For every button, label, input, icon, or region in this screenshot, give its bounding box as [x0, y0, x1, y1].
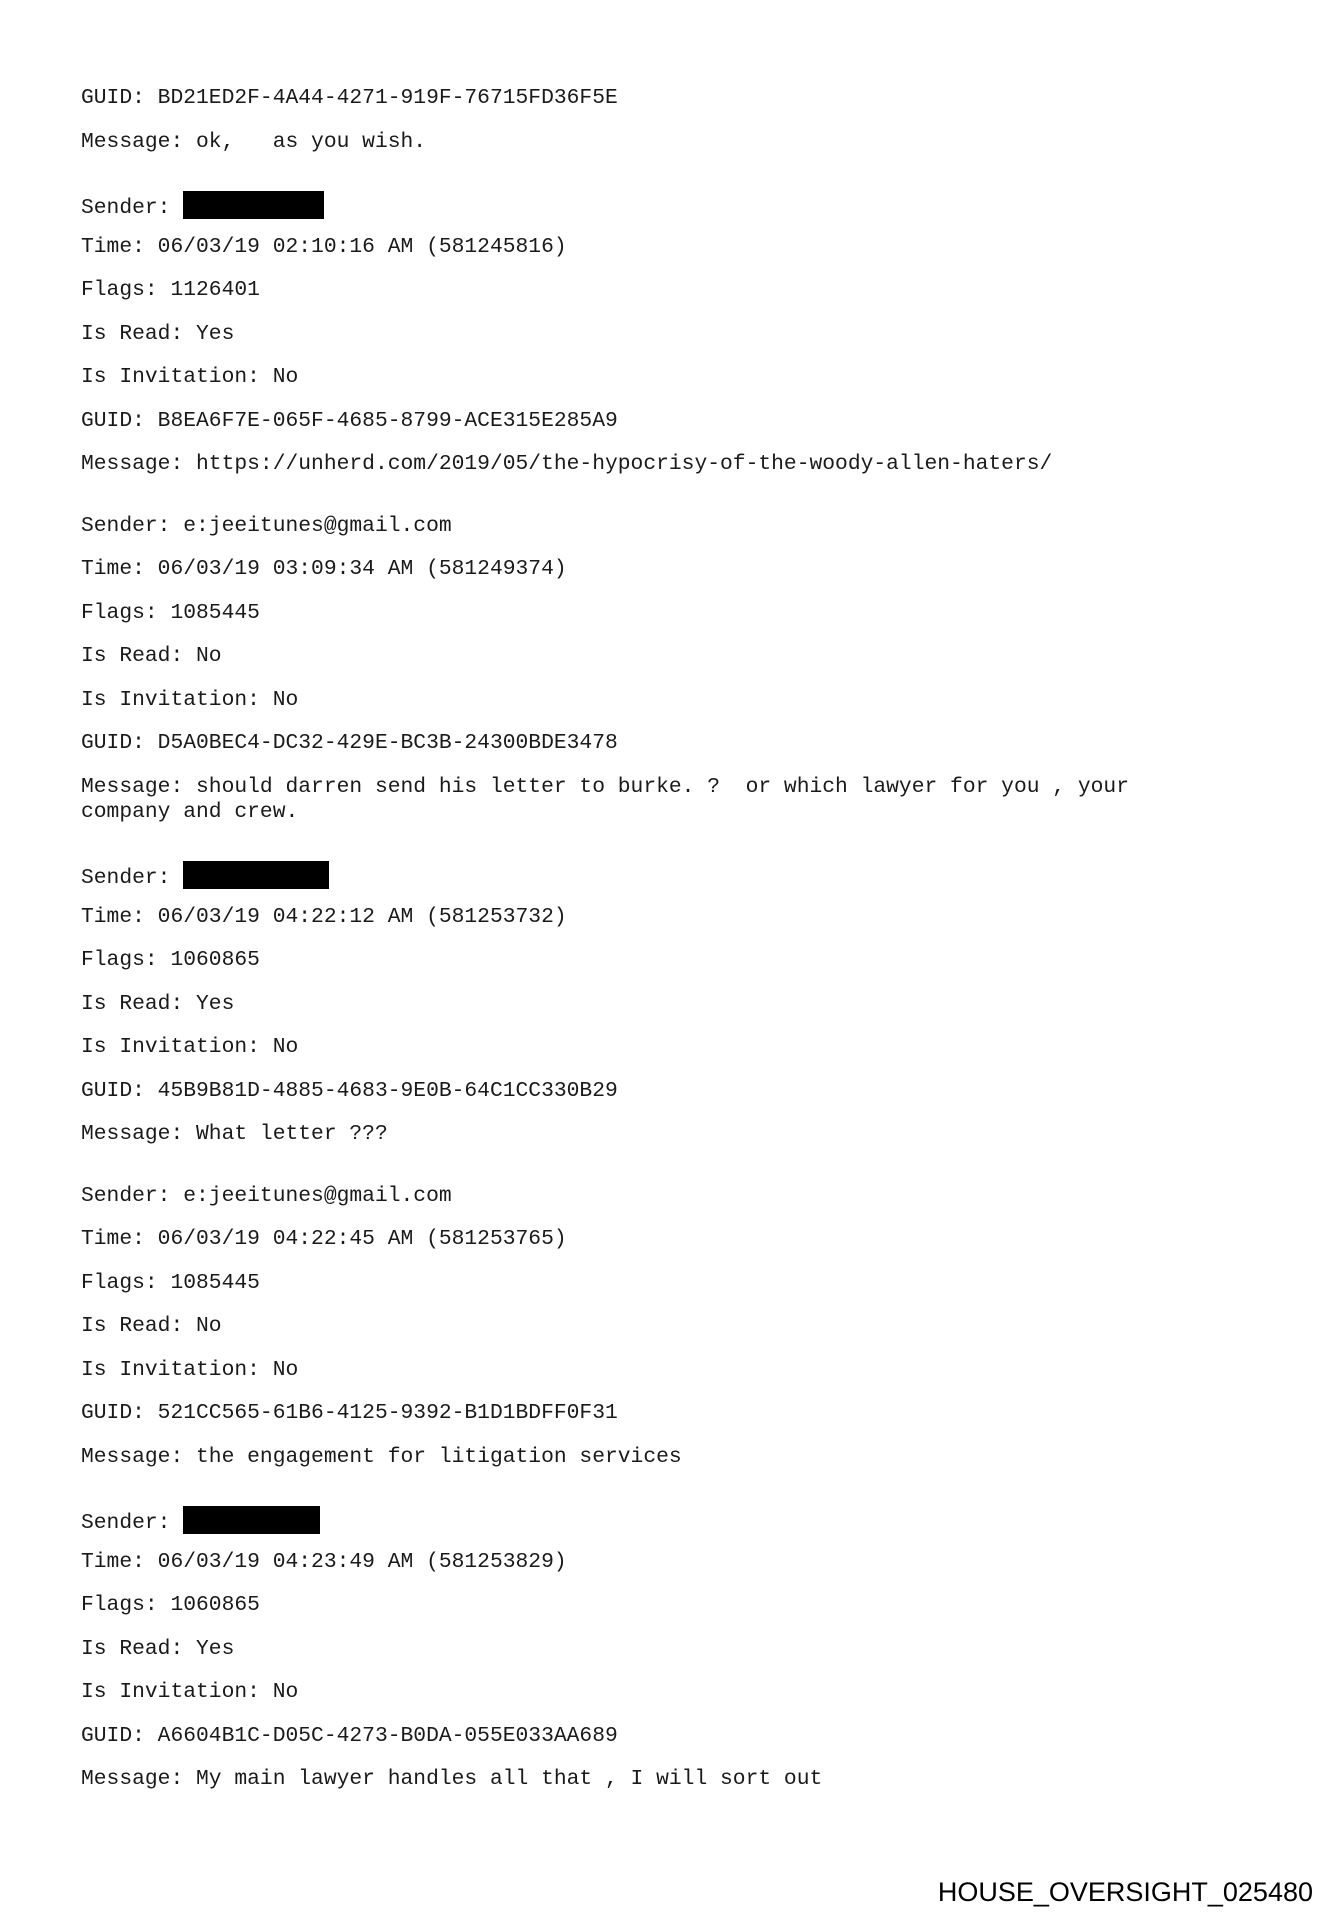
sender-line	[81, 861, 1261, 890]
time-line: Time: 06/03/19 03:09:34 AM (581249374)	[81, 557, 567, 581]
redaction-box	[183, 191, 324, 219]
message-line: Message: https://unherd.com/2019/05/the-hypocrisy-of-the-woody-allen-haters/	[81, 452, 1053, 476]
guid-line: GUID: B8EA6F7E-065F-4685-8799-ACE315E285A9	[81, 408, 618, 433]
time-line: Time: 06/03/19 04:23:49 AM (581253829)	[81, 1549, 567, 1574]
sender-label: Sender:	[81, 196, 184, 220]
sender-label: Sender:	[81, 866, 184, 890]
is-invitation-line: Is Invitation: No	[81, 687, 299, 712]
entry-spacer	[81, 1488, 1261, 1506]
message-line: Message: My main lawyer handles all that , I will sort out	[81, 1767, 823, 1791]
message-log	[81, 86, 1261, 1811]
is-read-line: Is Read: Yes	[81, 321, 235, 346]
guid-line: GUID: 521CC565-61B6-4125-9392-B1D1BDFF0F31	[81, 1401, 618, 1425]
guid-line: GUID: A6604B1C-D05C-4273-B0DA-055E033AA689	[81, 1723, 618, 1748]
is-invitation-line: Is Invitation: No	[81, 1035, 299, 1059]
redaction-box	[183, 861, 329, 889]
is-invitation-line: Is Invitation: No	[81, 1680, 299, 1704]
message-line: Message: ok, as you wish.	[81, 129, 427, 154]
entry-spacer	[81, 1166, 1261, 1184]
entry-spacer	[81, 843, 1261, 861]
message-line: Message: the engagement for litigation services	[81, 1444, 682, 1469]
sender-line: Sender: e:jeeitunes@gmail.com	[81, 513, 452, 538]
flags-line: Flags: 1085445	[81, 600, 260, 625]
sender-line: Sender: e:jeeitunes@gmail.com	[81, 1183, 452, 1208]
flags-line: Flags: 1060865	[81, 1593, 260, 1617]
entry-spacer	[81, 173, 1261, 191]
time-line: Time: 06/03/19 02:10:16 AM (581245816)	[81, 234, 567, 259]
sender-label: Sender:	[81, 1511, 184, 1535]
bates-number: HOUSE_OVERSIGHT_025480	[937, 1877, 1313, 1907]
guid-line: GUID: D5A0BEC4-DC32-429E-BC3B-24300BDE3478	[81, 731, 618, 755]
sender-line	[81, 191, 1261, 220]
redaction-box	[183, 1506, 320, 1534]
is-invitation-line: Is Invitation: No	[81, 1357, 299, 1382]
is-read-line: Is Read: No	[81, 644, 222, 668]
flags-line: Flags: 1085445	[81, 1270, 260, 1295]
message-line: Message: What letter ???	[81, 1122, 388, 1146]
is-read-line: Is Read: Yes	[81, 991, 235, 1016]
sender-line	[81, 1506, 1261, 1535]
is-read-line: Is Read: No	[81, 1314, 222, 1338]
guid-line: GUID: 45B9B81D-4885-4683-9E0B-64C1CC330B29	[81, 1078, 618, 1103]
is-read-line: Is Read: Yes	[81, 1636, 235, 1661]
time-line: Time: 06/03/19 04:22:12 AM (581253732)	[81, 904, 567, 929]
entry-spacer	[81, 496, 1261, 514]
message-line: Message: should darren send his letter to burke. ? or which lawyer for you , your company and crew.	[81, 774, 1129, 824]
guid-line: GUID: BD21ED2F-4A44-4271-919F-76715FD36F5E	[81, 86, 618, 110]
flags-line: Flags: 1126401	[81, 278, 260, 302]
time-line: Time: 06/03/19 04:22:45 AM (581253765)	[81, 1227, 567, 1251]
flags-line: Flags: 1060865	[81, 948, 260, 972]
is-invitation-line: Is Invitation: No	[81, 365, 299, 389]
